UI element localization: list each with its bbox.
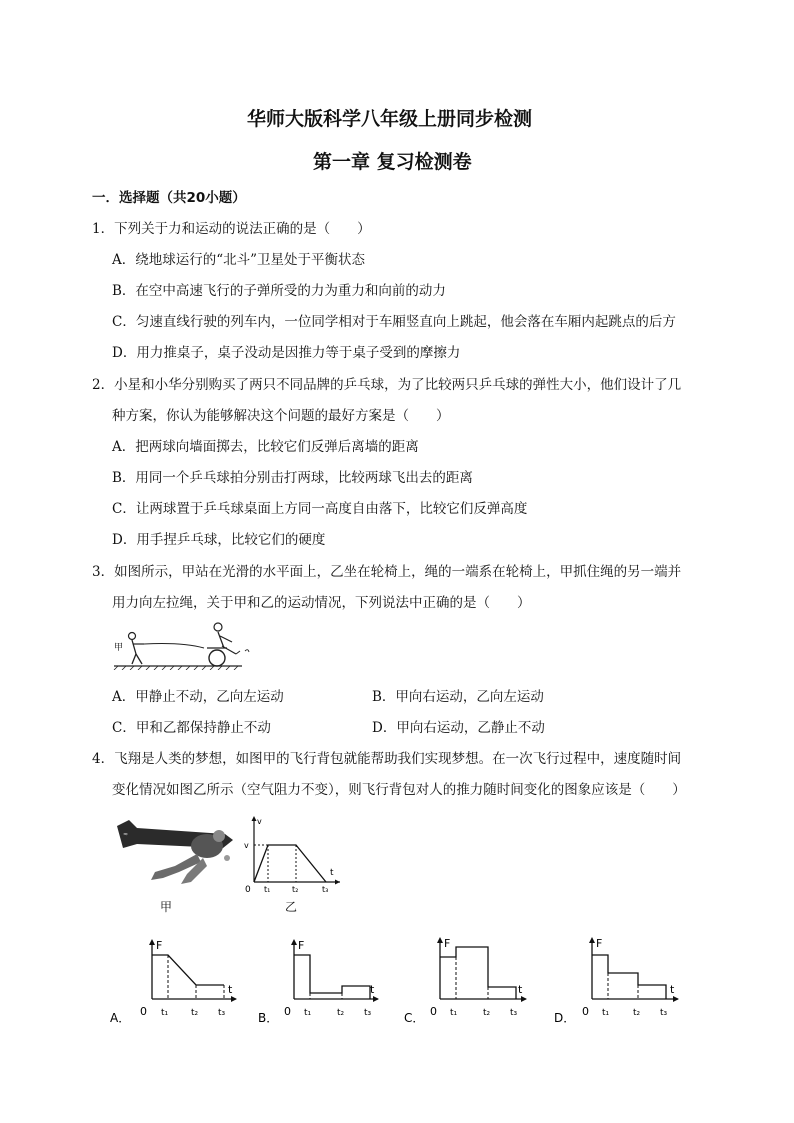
svg-text:≈: ≈ xyxy=(123,831,129,838)
option-b-graph xyxy=(258,935,398,1025)
option-c-graph xyxy=(404,933,544,1025)
option-d-tick-t2: t₂ xyxy=(633,1008,641,1018)
option-c-tick-0: 0 xyxy=(430,1005,437,1018)
option-a-x-label: t xyxy=(228,983,233,996)
jetpack-flight-image xyxy=(115,814,240,886)
option-d-tick-t1: t₁ xyxy=(602,1008,610,1018)
option-a-tick-t2: t₂ xyxy=(191,1008,199,1018)
question-3-stem-line-2: 用力向左拉绳，关于甲和乙的运动情况，下列说法中正确的是（ ） xyxy=(112,595,531,611)
figure-label-yi: 乙 xyxy=(285,900,298,914)
velocity-time-graph xyxy=(240,812,344,896)
option-b-tick-t3: t₃ xyxy=(364,1008,372,1018)
option-b-tick-0: 0 xyxy=(284,1005,291,1018)
wheelchair-rope-figure xyxy=(112,618,262,670)
option-b-tick-t2: t₂ xyxy=(337,1008,345,1018)
question-2-option-b: B．用同一个乒乓球拍分别击打两球，比较两球飞出去的距离 xyxy=(112,470,473,486)
option-b-letter: B． xyxy=(258,1011,279,1025)
question-1-option-b: B．在空中高速飞行的子弹所受的力为重力和向前的动力 xyxy=(112,283,446,299)
question-2-option-c: C．让两球置于乒乓球桌面上方同一高度自由落下，比较它们反弹高度 xyxy=(112,501,528,517)
question-3-option-c: C．甲和乙都保持静止不动 xyxy=(112,720,271,736)
page-title: 华师大版科学八年级上册同步检测 xyxy=(247,108,533,130)
question-1-option-d: D．用力推桌子，桌子没动是因推力等于桌子受到的摩擦力 xyxy=(112,345,461,361)
question-3-stem-line-1: 3．如图所示，甲站在光滑的水平面上，乙坐在轮椅上，绳的一端系在轮椅上，甲抓住绳的另一端并 xyxy=(92,564,682,580)
question-3-option-b: B．甲向右运动，乙向左运动 xyxy=(372,689,544,705)
question-2-option-a: A．把两球向墙面掷去，比较它们反弹后离墙的距离 xyxy=(112,439,419,455)
option-d-tick-t3: t₃ xyxy=(660,1008,668,1018)
question-1-option-c: C．匀速直线行驶的列车内，一位同学相对于车厢竖直向上跳起，他会落在车厢内起跳点的后方 xyxy=(112,314,676,330)
option-d-y-label: F xyxy=(596,937,603,950)
vt-tick-t2: t₂ xyxy=(292,885,299,894)
question-2-stem-line-1: 2．小星和小华分别购买了两只不同品牌的乒乓球，为了比较两只乒乓球的弹性大小，他们设计了几 xyxy=(92,377,682,393)
option-a-tick-0: 0 xyxy=(140,1005,147,1018)
option-c-letter: C． xyxy=(404,1011,425,1025)
section-title: 一．选择题（共20小题） xyxy=(92,190,246,206)
option-a-tick-t3: t₃ xyxy=(218,1008,226,1018)
option-a-graph xyxy=(110,935,250,1025)
option-d-graph xyxy=(554,933,694,1025)
option-a-letter: A． xyxy=(110,1011,131,1025)
vt-tick-t3: t₃ xyxy=(322,885,329,894)
option-c-tick-t1: t₁ xyxy=(450,1008,458,1018)
option-d-letter: D． xyxy=(554,1011,576,1025)
vt-y-tick-label: v xyxy=(244,841,249,850)
question-3-option-d: D．甲向右运动，乙静止不动 xyxy=(372,720,545,736)
option-b-y-label: F xyxy=(298,939,305,952)
figure-person-label: 甲 xyxy=(114,643,124,653)
option-d-tick-0: 0 xyxy=(582,1005,589,1018)
option-b-x-label: t xyxy=(370,983,375,996)
vt-tick-0: 0 xyxy=(245,885,251,895)
page-subtitle: 第一章 复习检测卷 xyxy=(313,151,472,173)
question-4-stem-line-2: 变化情况如图乙所示（空气阻力不变），则飞行背包对人的推力随时间变化的图象应该是（ ） xyxy=(112,782,686,798)
question-2-stem-line-2: 种方案，你认为能够解决这个问题的最好方案是（ ） xyxy=(112,408,450,424)
vt-tick-t1: t₁ xyxy=(264,885,271,894)
option-c-y-label: F xyxy=(444,937,451,950)
option-b-tick-t1: t₁ xyxy=(304,1008,312,1018)
question-1-option-a: A．绕地球运行的“北斗”卫星处于平衡状态 xyxy=(112,252,366,268)
option-a-y-label: F xyxy=(156,939,163,952)
vt-x-axis-label: t xyxy=(330,868,334,878)
figure-label-jia: 甲 xyxy=(160,900,173,914)
question-4-stem-line-1: 4．飞翔是人类的梦想，如图甲的飞行背包就能帮助我们实现梦想。在一次飞行过程中，速度随时间 xyxy=(92,751,682,767)
option-c-tick-t2: t₂ xyxy=(483,1008,491,1018)
question-2-option-d: D．用手捏乒乓球，比较它们的硬度 xyxy=(112,532,326,548)
option-a-tick-t1: t₁ xyxy=(161,1008,169,1018)
option-d-x-label: t xyxy=(670,983,675,996)
question-1-stem: 1．下列关于力和运动的说法正确的是（ ） xyxy=(92,221,371,237)
question-3-option-a: A．甲静止不动，乙向左运动 xyxy=(112,689,284,705)
option-c-x-label: t xyxy=(518,983,523,996)
option-c-tick-t3: t₃ xyxy=(510,1008,518,1018)
vt-y-axis-label: v xyxy=(257,817,262,826)
